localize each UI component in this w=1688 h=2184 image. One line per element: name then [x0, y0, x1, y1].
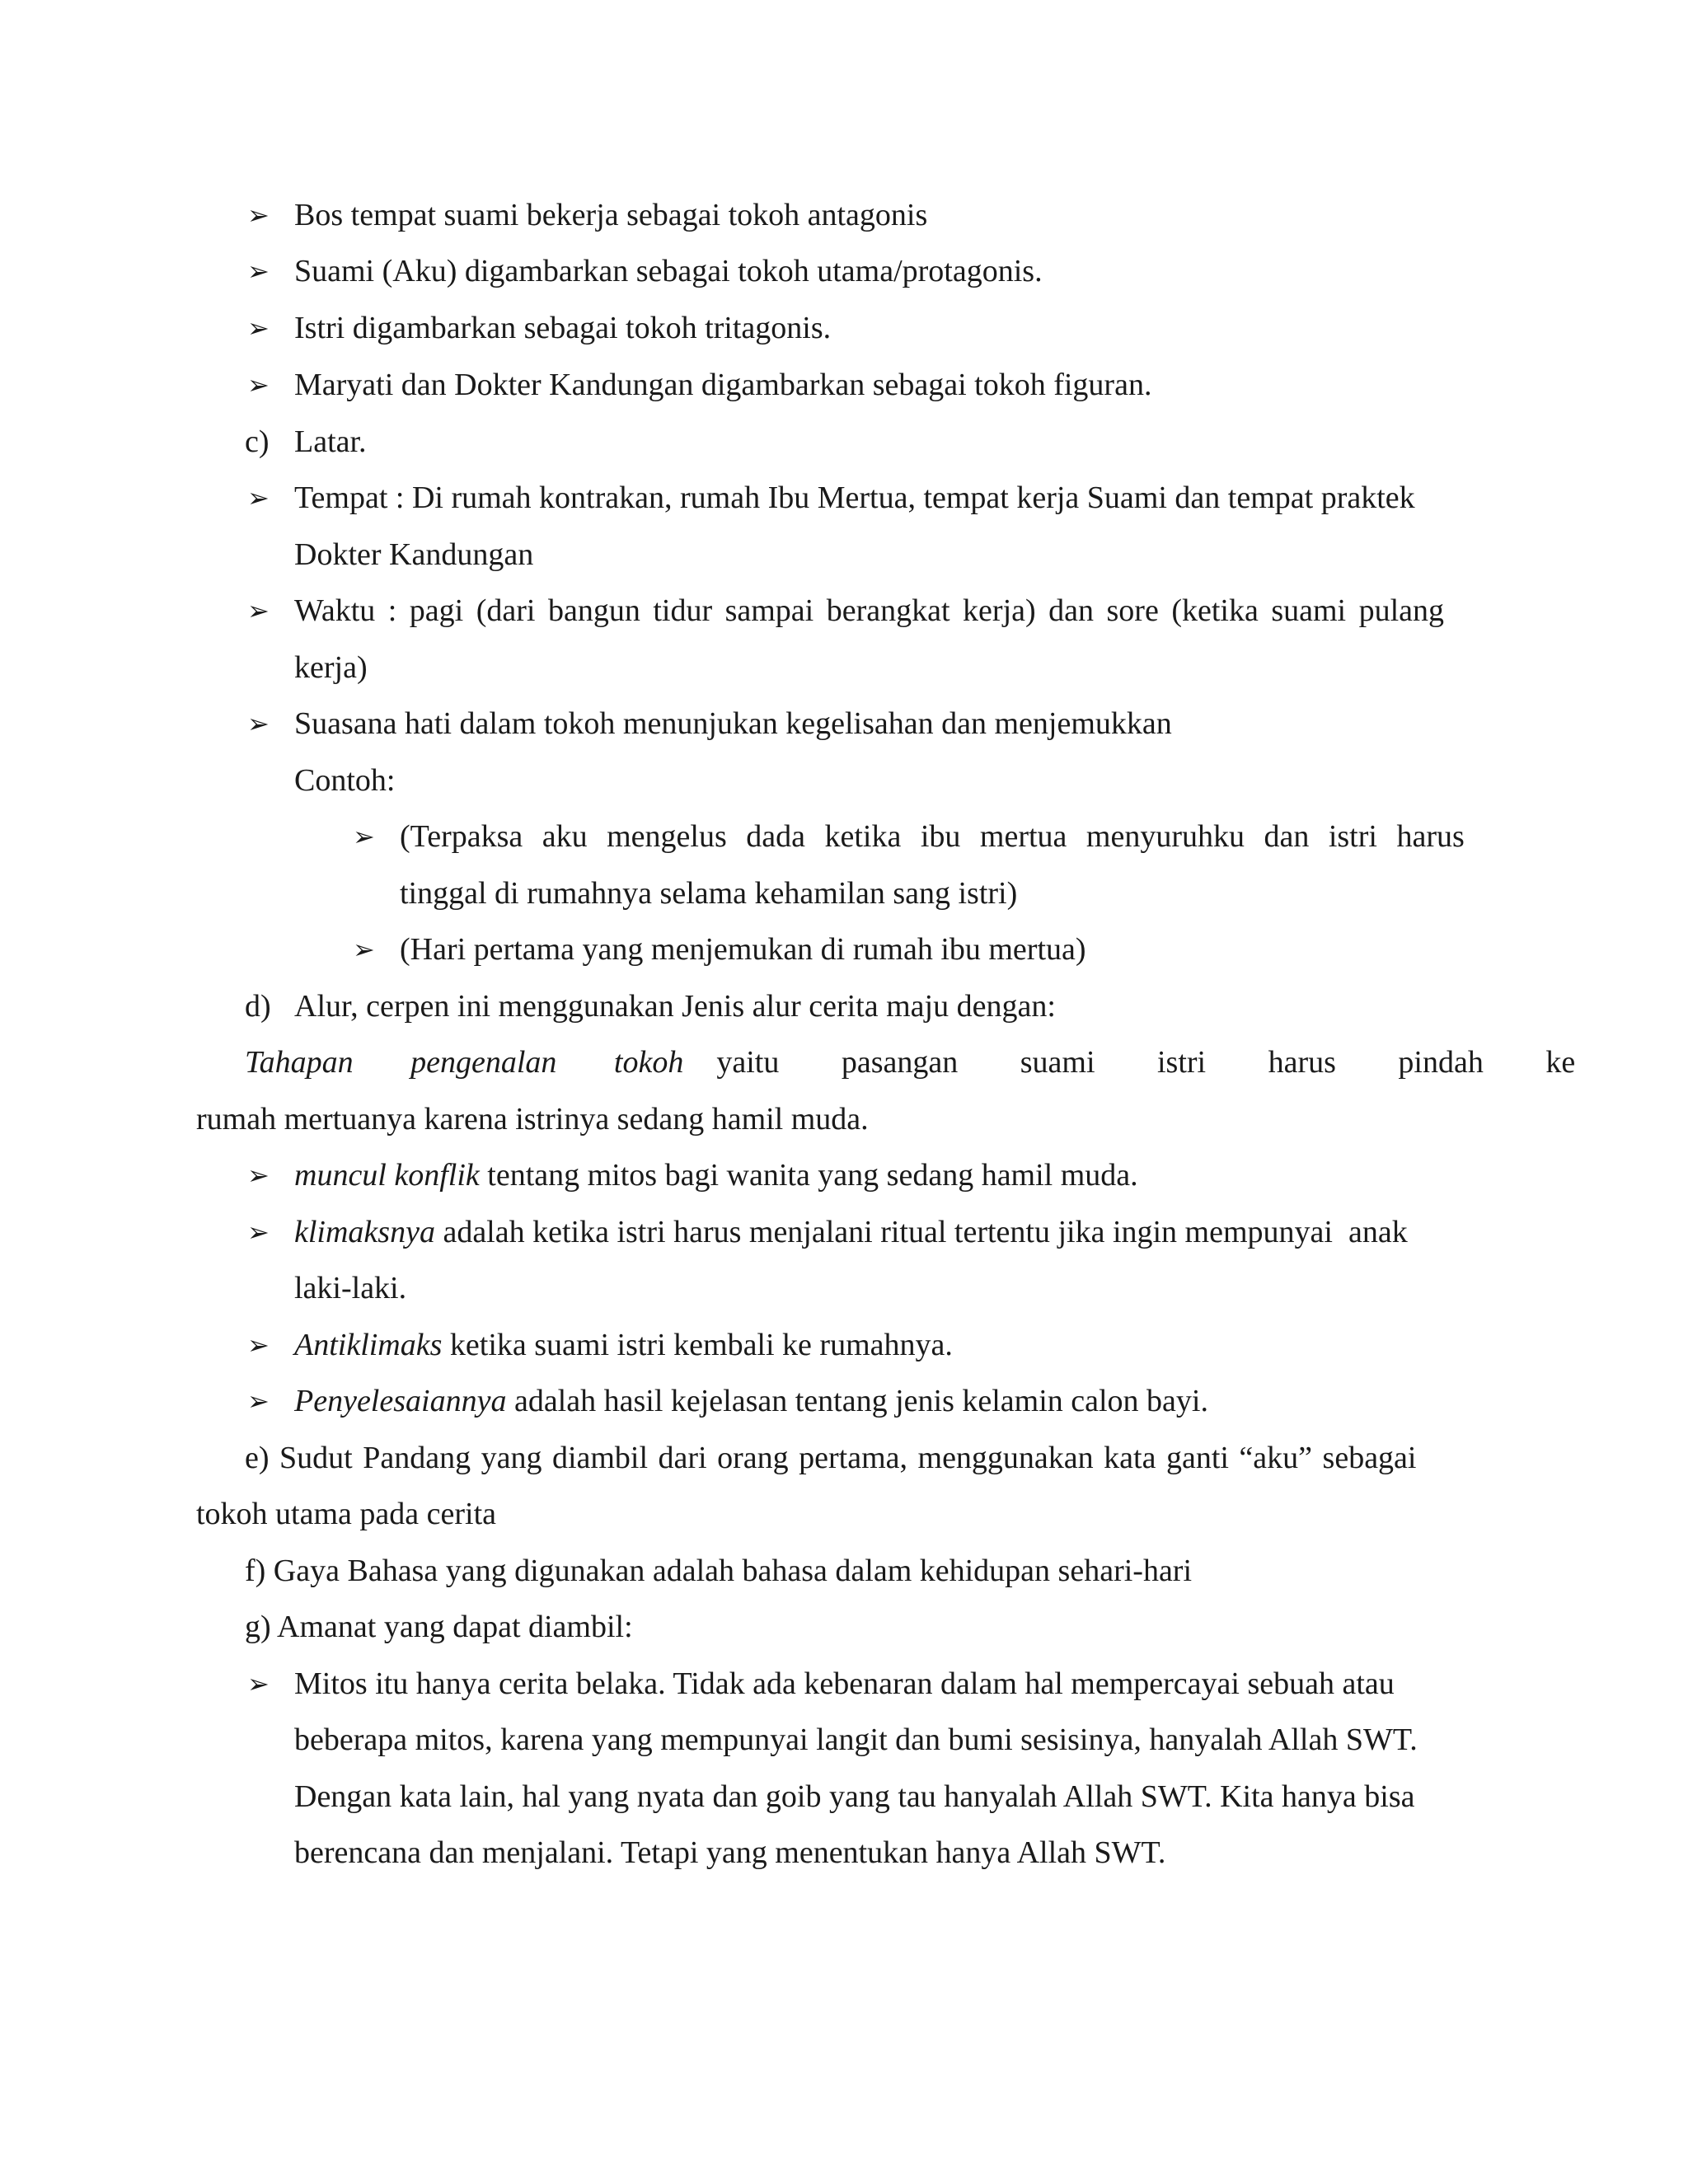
bullet-arrow-icon: ➢ — [247, 1216, 270, 1248]
mitos-line-4: berencana dan menjalani. Tetapi yang menentukan hanya Allah SWT. — [294, 1835, 1166, 1870]
penyelesaian-italic: Penyelesaiannya — [294, 1384, 507, 1418]
bullet-arrow-icon: ➢ — [247, 482, 270, 513]
konflik-italic: muncul konflik — [294, 1158, 480, 1193]
list-item-klimaks — [294, 1212, 1408, 1252]
bullet-arrow-icon: ➢ — [247, 369, 270, 401]
bullet-arrow-icon: ➢ — [247, 708, 270, 739]
klimaks-italic: klimaksnya — [294, 1215, 435, 1249]
list-item: Bos tempat suami bekerja sebagai tokoh antagonis — [294, 198, 928, 232]
antiklimaks-italic: Antiklimaks — [294, 1328, 443, 1362]
list-item-antiklimaks — [294, 1325, 953, 1365]
sub-item-line-2: tinggal di rumahnya selama kehamilan sang istri) — [400, 876, 1018, 911]
mitos-line-2: beberapa mitos, karena yang mempunyai langit dan bumi sesisinya, hanyalah Allah SWT. — [294, 1722, 1418, 1757]
section-heading-latar: Latar. — [294, 424, 367, 459]
contoh-label: Contoh: — [294, 763, 396, 798]
section-e-line-1: e) Sudut Pandang yang diambil dari orang pertama, menggunakan kata ganti “aku” sebagai — [245, 1441, 1417, 1475]
tahapan-line-1 — [245, 1043, 1576, 1082]
bullet-arrow-icon: ➢ — [247, 199, 270, 231]
mitos-line-1: Mitos itu hanya cerita belaka. Tidak ada kebenaran dalam hal mempercayai sebuah atau — [294, 1666, 1395, 1701]
bullet-arrow-icon: ➢ — [247, 595, 270, 626]
tahapan-rest: yaitu pasangan suami istri harus pindah ke — [716, 1045, 1576, 1080]
list-item: Maryati dan Dokter Kandungan digambarkan sebagai tokoh figuran. — [294, 368, 1152, 402]
list-item: Istri digambarkan sebagai tokoh tritagonis. — [294, 311, 832, 345]
list-item-suasana: Suasana hati dalam tokoh menunjukan kegelisahan dan menjemukkan — [294, 706, 1172, 741]
section-label-d: d) — [245, 989, 271, 1024]
tempat-line-2: Dokter Kandungan — [294, 537, 534, 572]
sub-item-line-1: (Terpaksa aku mengelus dada ketika ibu mertua menyuruhku dan istri harus — [400, 819, 1465, 854]
section-f: f) Gaya Bahasa yang digunakan adalah bahasa dalam kehidupan sehari-hari — [245, 1554, 1193, 1588]
tahapan-italic: Tahapan pengenalan tokoh — [245, 1045, 684, 1080]
section-g: g) Amanat yang dapat diambil: — [245, 1610, 633, 1644]
bullet-arrow-icon: ➢ — [247, 312, 270, 344]
section-label-c: c) — [245, 424, 270, 459]
list-item: Suami (Aku) digambarkan sebagai tokoh utama/protagonis. — [294, 254, 1043, 288]
list-item-penyelesaian — [294, 1381, 1208, 1421]
bullet-arrow-icon: ➢ — [247, 1385, 270, 1417]
mitos-line-3: Dengan kata lain, hal yang nyata dan goib yang tau hanyalah Allah SWT. Kita hanya bisa — [294, 1779, 1415, 1814]
tahapan-line-2: rumah mertuanya karena istrinya sedang hamil muda. — [196, 1102, 869, 1137]
section-heading-alur: Alur, cerpen ini menggunakan Jenis alur cerita maju dengan: — [294, 989, 1056, 1024]
klimaks-line-2: laki-laki. — [294, 1271, 407, 1305]
section-e-line-2: tokoh utama pada cerita — [196, 1497, 497, 1531]
penyelesaian-rest: adalah hasil kejelasan tentang jenis kelamin calon bayi. — [506, 1384, 1208, 1418]
list-item-tempat — [294, 478, 1471, 518]
klimaks-rest: adalah ketika istri harus menjalani ritual tertentu jika ingin mempunyai anak — [434, 1215, 1408, 1249]
konflik-rest: tentang mitos bagi wanita yang sedang hamil muda. — [479, 1158, 1138, 1193]
waktu-line-1: Waktu : pagi (dari bangun tidur sampai berangkat kerja) dan sore (ketika suami pulang — [294, 593, 1445, 628]
antiklimaks-rest: ketika suami istri kembali ke rumahnya. — [442, 1328, 953, 1362]
bullet-arrow-icon: ➢ — [247, 1329, 270, 1361]
bullet-arrow-icon: ➢ — [247, 255, 270, 287]
sub-item: (Hari pertama yang menjemukan di rumah ibu mertua) — [400, 932, 1086, 967]
bullet-arrow-icon: ➢ — [353, 934, 375, 965]
bullet-arrow-icon: ➢ — [353, 821, 375, 852]
bullet-arrow-icon: ➢ — [247, 1668, 270, 1699]
waktu-line-2: kerja) — [294, 650, 368, 685]
bullet-arrow-icon: ➢ — [247, 1160, 270, 1191]
list-item-konflik — [294, 1155, 1138, 1195]
tempat-line-1: Tempat : Di rumah kontrakan, rumah Ibu Mertua, tempat kerja Suami dan tempat praktek — [294, 480, 1415, 515]
